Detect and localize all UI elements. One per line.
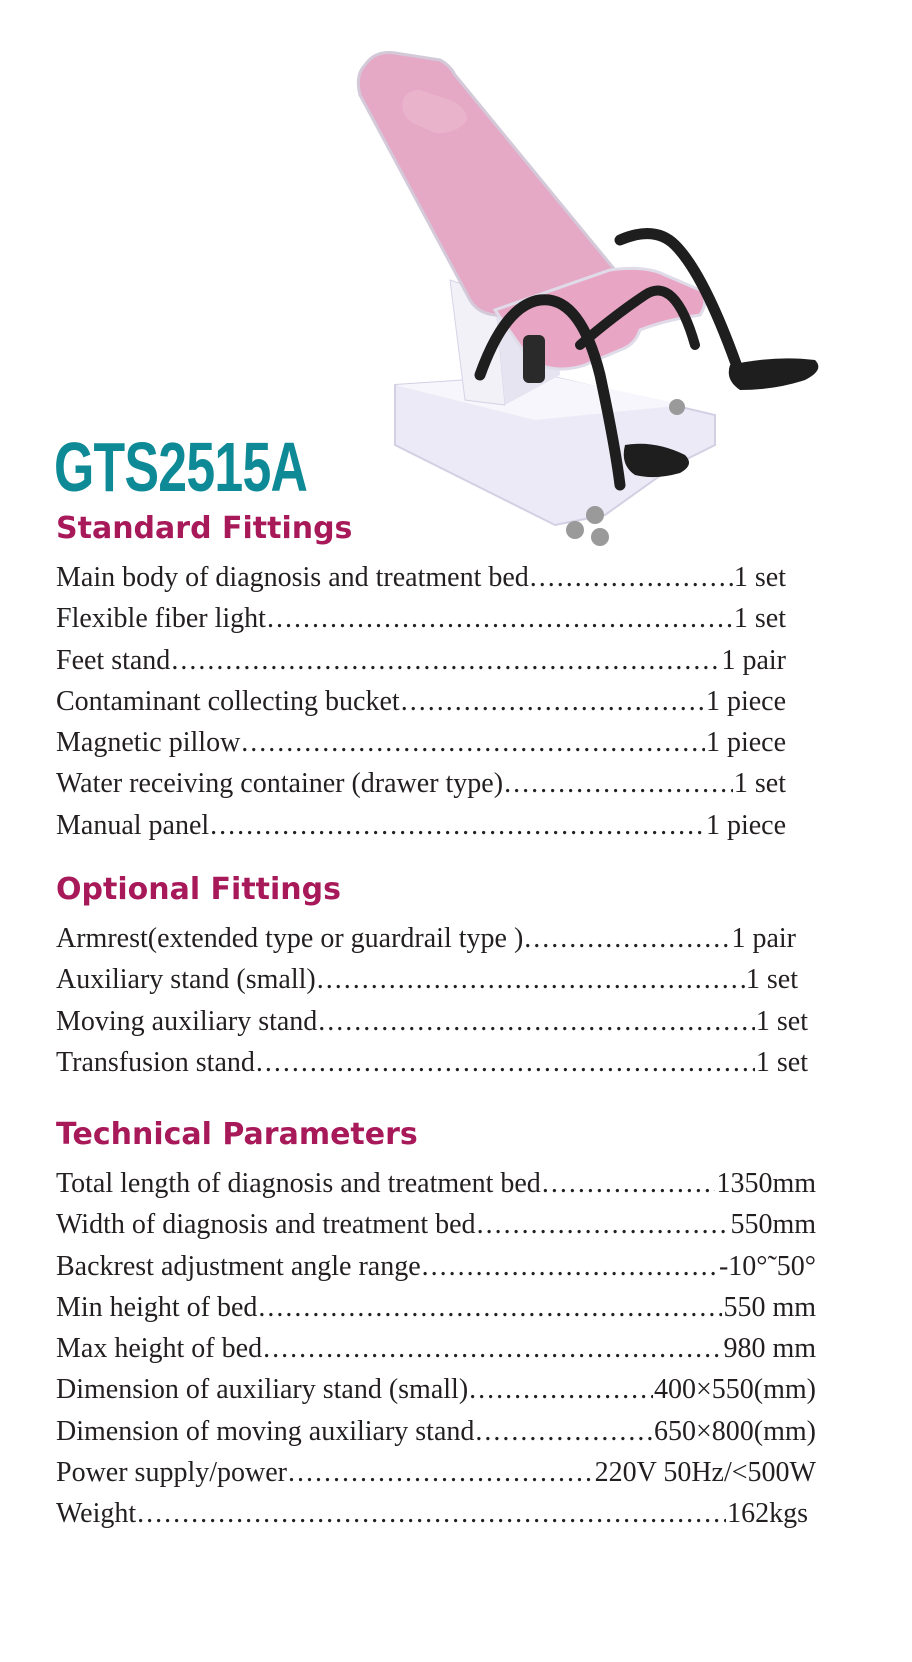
leader-dots xyxy=(288,1452,594,1493)
section-title-optional-fittings: Optional Fittings xyxy=(56,872,341,907)
list-item: Flexible fiber light ..... 1 set xyxy=(56,598,786,639)
list-item: Power supply/power ..... 220V 50Hz/<500W xyxy=(56,1452,816,1493)
model-number: GTS2515A xyxy=(54,428,308,506)
leader-dots xyxy=(137,1493,726,1534)
leader-dots xyxy=(267,598,733,639)
list-item: Auxiliary stand (small) ..... 1 set xyxy=(56,959,798,1000)
list-item: Backrest adjustment angle range ..... -10°˜50° xyxy=(56,1246,816,1287)
leader-dots xyxy=(317,959,745,1000)
technical-parameters-list xyxy=(56,1163,816,1535)
list-item: Min height of bed ..... 550 mm xyxy=(56,1287,816,1328)
list-item: Transfusion stand ..... 1 set xyxy=(56,1042,808,1083)
list-item: Feet stand ..... 1 pair xyxy=(56,640,786,681)
list-item: Manual panel ..... 1 piece xyxy=(56,805,786,846)
product-image-exam-chair xyxy=(355,45,875,555)
leader-dots xyxy=(256,1042,755,1083)
leader-dots xyxy=(171,640,720,681)
leader-dots xyxy=(422,1246,718,1287)
list-item: Main body of diagnosis and treatment bed ..... 1 set xyxy=(56,557,786,598)
list-item: Contaminant collecting bucket ..... 1 piece xyxy=(56,681,786,722)
list-item: Dimension of moving auxiliary stand ..... 650×800(mm) xyxy=(56,1411,816,1452)
list-item: Water receiving container (drawer type) ..... 1 set xyxy=(56,763,786,804)
leader-dots xyxy=(542,1163,716,1204)
standard-fittings-list xyxy=(56,557,786,846)
section-title-technical-parameters: Technical Parameters xyxy=(56,1117,418,1152)
list-item: Armrest(extended type or guardrail type ) ..... 1 pair xyxy=(56,918,796,959)
leader-dots xyxy=(241,722,705,763)
list-item: Max height of bed ..... 980 mm xyxy=(56,1328,816,1369)
leader-dots xyxy=(401,681,705,722)
leader-dots xyxy=(530,557,733,598)
leader-dots xyxy=(475,1411,653,1452)
list-item: Total length of diagnosis and treatment bed ..... 1350mm xyxy=(56,1163,816,1204)
leader-dots xyxy=(477,1204,730,1245)
optional-fittings-list xyxy=(56,918,808,1083)
leader-dots xyxy=(318,1001,755,1042)
leader-dots xyxy=(263,1328,722,1369)
list-item: Width of diagnosis and treatment bed ..... 550mm xyxy=(56,1204,816,1245)
list-item: Moving auxiliary stand ..... 1 set xyxy=(56,1001,808,1042)
leader-dots xyxy=(504,763,733,804)
list-item: Magnetic pillow ..... 1 piece xyxy=(56,722,786,763)
leader-dots xyxy=(469,1369,653,1410)
list-item: Weight ..... 162kgs xyxy=(56,1493,808,1534)
leader-dots xyxy=(524,918,730,959)
leader-dots xyxy=(258,1287,722,1328)
list-item: Dimension of auxiliary stand (small) ..... 400×550(mm) xyxy=(56,1369,816,1410)
section-title-standard-fittings: Standard Fittings xyxy=(56,511,353,546)
leader-dots xyxy=(210,805,705,846)
